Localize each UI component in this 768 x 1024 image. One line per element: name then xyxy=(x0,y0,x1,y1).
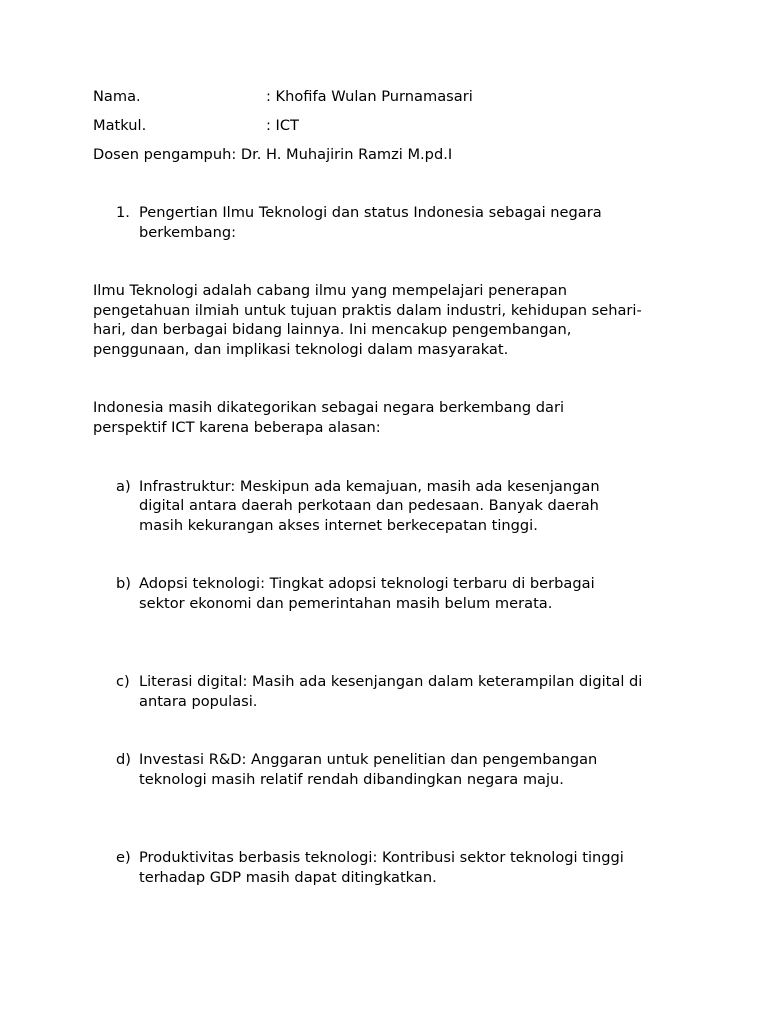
reason-line: Adopsi teknologi: Tingkat adopsi teknologi terbaru di berbagai xyxy=(139,575,595,592)
reason-marker: d) xyxy=(116,751,131,768)
course-label: Matkul. xyxy=(93,117,147,134)
paragraph-line: Ilmu Teknologi adalah cabang ilmu yang mempelajari penerapan xyxy=(93,282,567,299)
reason-marker: c) xyxy=(116,673,130,690)
paragraph-line: Indonesia masih dikategorikan sebagai negara berkembang dari xyxy=(93,399,565,416)
reason-line: Infrastruktur: Meskipun ada kemajuan, masih ada kesenjangan xyxy=(139,478,600,495)
paragraph-line: penggunaan, dan implikasi teknologi dalam masyarakat. xyxy=(93,341,509,358)
question-number: 1. xyxy=(116,204,130,221)
reason-line: Investasi R&D: Anggaran untuk penelitian dan pengembangan xyxy=(139,751,598,768)
name-label: Nama. xyxy=(93,88,141,105)
paragraph-line: pengetahuan ilmiah untuk tujuan praktis dalam industri, kehidupan sehari- xyxy=(93,302,642,319)
course-value: : ICT xyxy=(266,117,299,134)
paragraph-line: perspektif ICT karena beberapa alasan: xyxy=(93,419,381,436)
reason-line: masih kekurangan akses internet berkecepatan tinggi. xyxy=(139,517,538,534)
question-line: berkembang: xyxy=(139,224,237,241)
reason-line: terhadap GDP masih dapat ditingkatkan. xyxy=(139,869,437,886)
reason-line: Literasi digital: Masih ada kesenjangan dalam keterampilan digital di xyxy=(139,673,643,690)
reason-line: antara populasi. xyxy=(139,693,258,710)
reason-line: Produktivitas berbasis teknologi: Kontribusi sektor teknologi tinggi xyxy=(139,849,624,866)
reason-marker: b) xyxy=(116,575,131,592)
lecturer-line: Dosen pengampuh: Dr. H. Muhajirin Ramzi M.pd.I xyxy=(93,146,453,163)
paragraph-line: hari, dan berbagai bidang lainnya. Ini mencakup pengembangan, xyxy=(93,321,572,338)
question-line: Pengertian Ilmu Teknologi dan status Indonesia sebagai negara xyxy=(139,204,602,221)
reason-line: digital antara daerah perkotaan dan pedesaan. Banyak daerah xyxy=(139,497,599,514)
reason-marker: e) xyxy=(116,849,131,866)
reason-line: sektor ekonomi dan pemerintahan masih belum merata. xyxy=(139,595,553,612)
reason-line: teknologi masih relatif rendah dibandingkan negara maju. xyxy=(139,771,564,788)
name-value: : Khofifa Wulan Purnamasari xyxy=(266,88,473,105)
reason-marker: a) xyxy=(116,478,131,495)
